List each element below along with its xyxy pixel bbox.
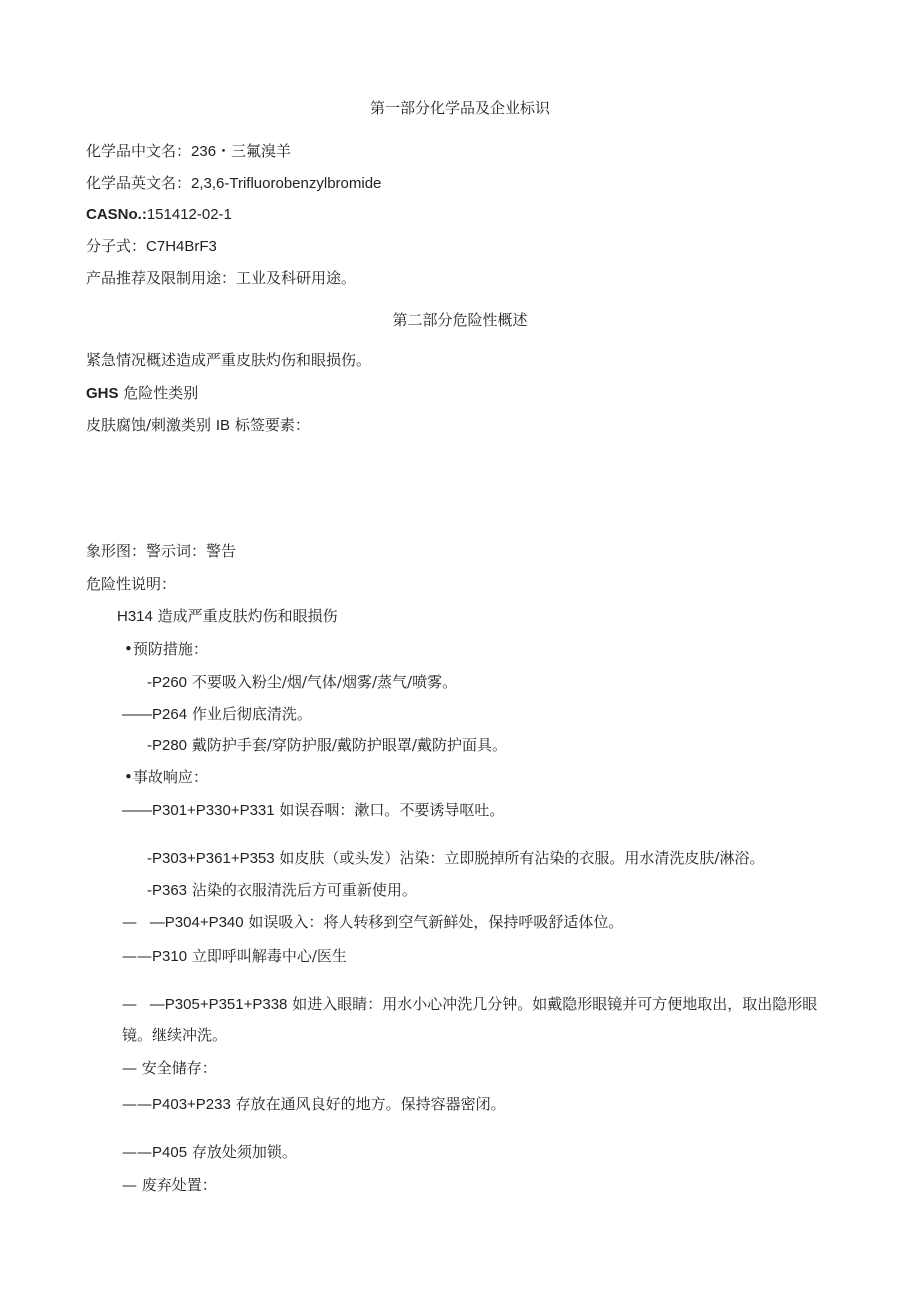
p405-line: [122, 1142, 297, 1163]
p260-code: -P260: [147, 674, 188, 691]
p403-dash: ——: [122, 1095, 152, 1113]
p304-dash: —: [122, 913, 137, 931]
p304-text: 如误吸入：将人转移到空气新鲜处，保持呼吸舒适体位。: [248, 913, 624, 931]
prevention-header: •预防措施：: [124, 640, 208, 658]
p305-dash: —: [122, 995, 137, 1013]
p305-continuation: 镜。继续冲洗。: [122, 1026, 228, 1044]
p310-dash: ——: [122, 947, 152, 965]
p405-text: 存放处须加锁。: [191, 1143, 297, 1161]
cn-name-value: 236・三氟溴羊: [191, 143, 292, 160]
skin-category-line: [86, 415, 310, 436]
p305-code: —P305+P351+P338: [149, 996, 288, 1013]
p310-code: P310: [152, 948, 188, 965]
formula-line: [86, 236, 217, 257]
p264-code: ——P264: [122, 706, 188, 723]
p403-code: P403+P233: [152, 1096, 231, 1113]
cn-name-label: 化学品中文名：: [86, 142, 192, 160]
p403-text: 存放在通风良好的地方。保持容器密闭。: [235, 1095, 506, 1113]
formula-value: C7H4BrF3: [146, 238, 217, 255]
p405-code: P405: [152, 1144, 188, 1161]
p405-dash: ——: [122, 1143, 152, 1161]
formula-label: 分子式：: [86, 237, 147, 255]
pictogram-line: 象形图：警示词：警告: [86, 542, 237, 560]
p280-line: [147, 735, 507, 756]
p363-code: -P363: [147, 882, 188, 899]
p303-line: [147, 848, 764, 869]
section-title-part2: 第二部分危险性概述: [392, 311, 528, 329]
p304-code: —P304+P340: [149, 914, 244, 931]
p280-code: -P280: [147, 737, 188, 754]
skin-prefix: 皮肤腐蚀/刺激类别: [86, 416, 212, 434]
h314-text: 造成严重皮肤灼伤和眼损伤: [157, 607, 338, 625]
en-name-label: 化学品英文名：: [86, 174, 192, 192]
p310-text: 立即呼叫解毒中心/医生: [191, 947, 347, 965]
p301-line: [122, 800, 504, 821]
p363-line: [147, 880, 417, 901]
p303-code: -P303+P361+P353: [147, 850, 275, 867]
h314-code: H314: [117, 608, 153, 625]
p403-line: [122, 1094, 506, 1115]
ghs-label: GHS: [86, 385, 119, 402]
p264-text: 作业后彻底清洗。: [191, 705, 312, 723]
storage-header: — 安全储存：: [122, 1059, 217, 1077]
cn-name-line: [86, 141, 291, 162]
ghs-text: 危险性类别: [123, 384, 199, 402]
p310-line: [122, 946, 347, 967]
skin-suffix: 标签要素：: [234, 416, 310, 434]
p301-text: 如误吞咽：漱口。不要诱导呕吐。: [279, 801, 505, 819]
en-name-value: 2,3,6-Trifluorobenzylbromide: [191, 175, 382, 192]
cas-value: 151412-02-1: [146, 206, 232, 223]
cas-line: [86, 205, 232, 225]
p264-line: [122, 704, 312, 725]
emergency-overview: 紧急情况概述造成严重皮肤灼伤和眼损伤。: [86, 351, 372, 369]
p280-text: 戴防护手套/穿防护服/戴防护眼罩/戴防护面具。: [191, 736, 507, 754]
p363-text: 沾染的衣服清洗后方可重新使用。: [191, 881, 417, 899]
h314-line: [117, 606, 338, 627]
p301-code: ——P301+P330+P331: [122, 802, 275, 819]
p305-line: [122, 994, 817, 1015]
p260-text: 不要吸入粉尘/烟/气体/烟雾/蒸气/喷雾。: [191, 673, 458, 691]
skin-code: IB: [215, 417, 231, 434]
p305-text: 如进入眼睛：用水小心冲洗几分钟。如戴隐形眼镜并可方便地取出，取出隐形眼: [292, 995, 818, 1013]
section-title-part1: 第一部分化学品及企业标识: [369, 99, 550, 117]
disposal-header: — 废弃处置：: [122, 1176, 217, 1194]
en-name-line: [86, 173, 381, 194]
response-header: •事故响应：: [124, 768, 208, 786]
p303-text: 如皮肤（或头发）沾染：立即脱掉所有沾染的衣服。用水清洗皮肤/淋浴。: [279, 849, 765, 867]
p304-line: [122, 912, 623, 933]
p260-line: [147, 672, 457, 693]
usage-line: 产品推荐及限制用途：工业及科研用途。: [86, 269, 357, 287]
hazard-statement-label: 危险性说明：: [86, 575, 177, 593]
ghs-line: [86, 383, 198, 404]
cas-label: CASNo.:: [86, 206, 147, 223]
